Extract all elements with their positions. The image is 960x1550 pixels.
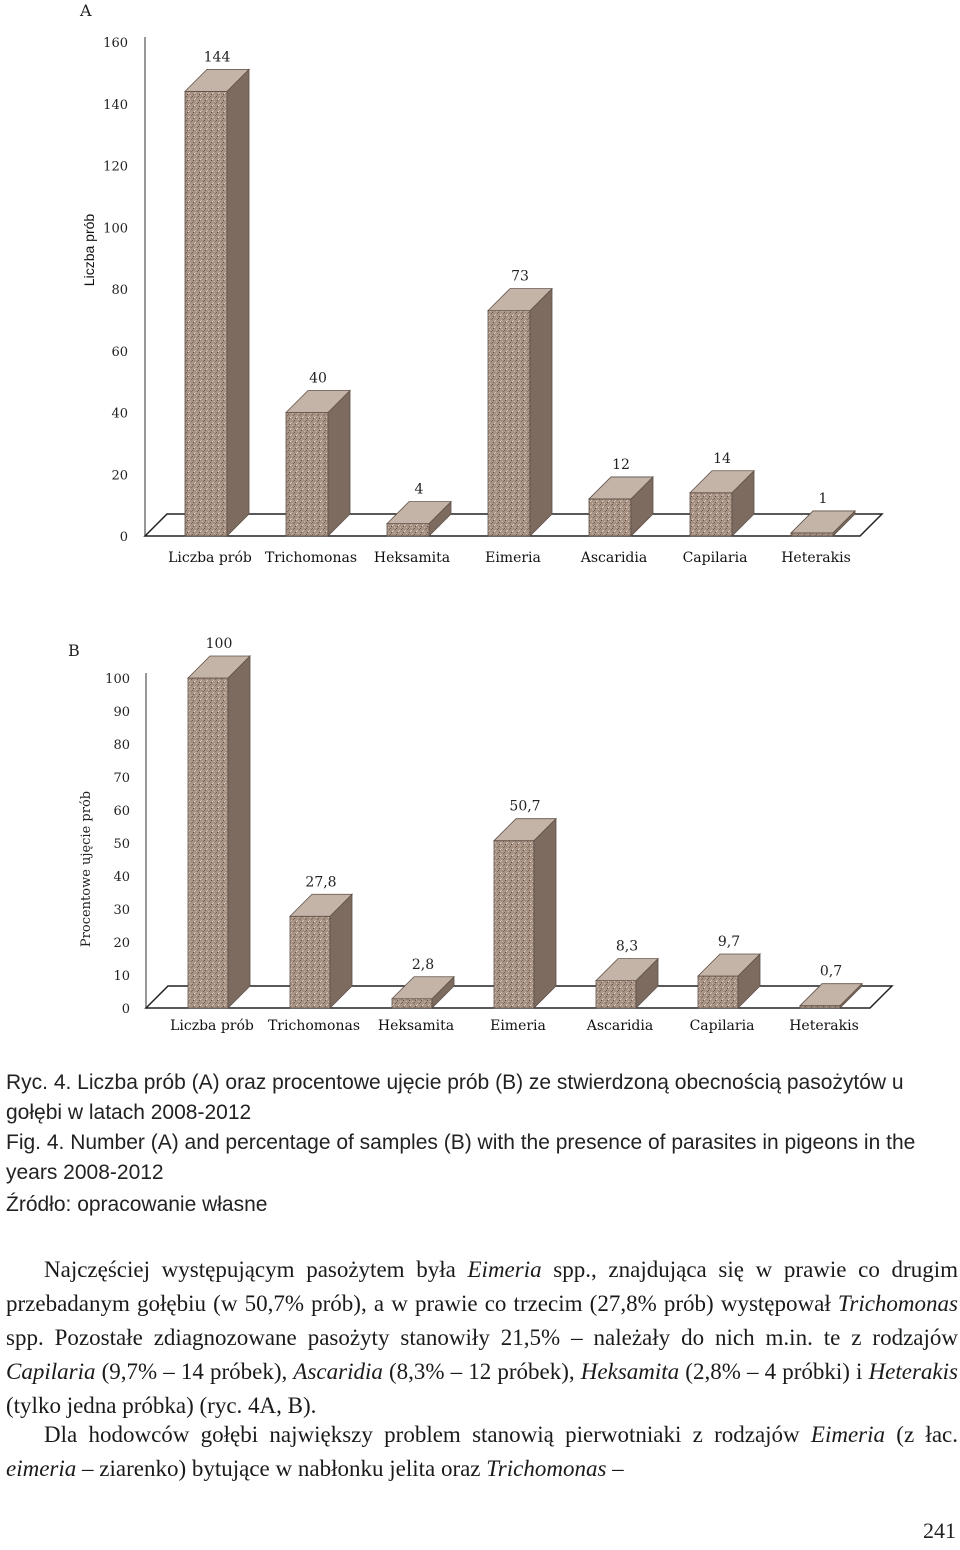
b-value-label: 2,8: [411, 956, 435, 973]
b-category-label: Eimeria: [490, 1018, 546, 1034]
a-category-label: Heksamita: [373, 550, 451, 566]
p1-run-10: (2,8% – 4 próbki) i: [679, 1359, 869, 1384]
b-bar-front: [494, 841, 534, 1008]
a-bar-front: [690, 493, 732, 536]
body-paragraph-1: [6, 1253, 958, 1423]
a-value-label: 40: [309, 370, 327, 387]
a-y-tick: 20: [111, 468, 128, 484]
p2-run-2: (z łac.: [885, 1422, 958, 1447]
a-category-label: Eimeria: [485, 550, 541, 566]
a-bar-front: [185, 91, 227, 536]
a-bar-front: [286, 413, 328, 537]
b-category-label: Liczba prób: [170, 1018, 254, 1034]
b-bar-side: [534, 819, 556, 1008]
b-bar-front: [698, 976, 738, 1008]
b-y-tick: 90: [113, 705, 130, 720]
b-y-tick: 30: [113, 903, 130, 918]
b-y-tick: 20: [113, 936, 130, 951]
caption-polish: Ryc. 4. Liczba prób (A) oraz procentowe ujęcie prób (B) ze stwierdzoną obecnością pasożytów u gołębi w latach 2008-2012: [6, 1071, 904, 1124]
b-bar-front: [392, 999, 432, 1008]
p1-run-12: (tylko jedna próbka) (ryc. 4A, B).: [6, 1393, 317, 1418]
p2-run-1: Eimeria: [810, 1422, 886, 1447]
a-bar-front: [589, 499, 631, 536]
a-y-tick: 100: [103, 221, 128, 237]
a-y-tick: 120: [103, 159, 128, 175]
b-value-label: 0,7: [819, 963, 843, 980]
p1-run-2: spp., znajdująca się w prawie co drugim przebadanym gołębiu (w 50,7% prób), a w prawie co trzecim (27,8% prób) występował: [6, 1257, 958, 1316]
p1-run-9: Heksamita: [580, 1359, 680, 1384]
p2-run-5: Trichomonas: [486, 1456, 607, 1481]
body-paragraph-2: [6, 1418, 958, 1486]
b-y-tick: 50: [113, 837, 130, 852]
panel-label-a: A: [80, 1, 92, 20]
p1-run-11: Heterakis: [868, 1359, 958, 1384]
chart-b: [0, 630, 960, 1050]
a-value-label: 73: [511, 268, 529, 285]
a-bar-front: [387, 524, 429, 536]
a-category-label: Trichomonas: [264, 550, 358, 566]
a-bar-front: [791, 533, 833, 536]
b-y-tick: 100: [105, 672, 130, 687]
a-value-label: 4: [414, 481, 424, 498]
a-bar-side: [530, 289, 552, 536]
chart-a: [0, 0, 960, 600]
b-category-label: Trichomonas: [267, 1018, 361, 1034]
figure-caption: [6, 1068, 958, 1188]
a-y-tick: 60: [111, 344, 128, 360]
b-category-label: Ascaridia: [586, 1018, 654, 1034]
b-y-tick: 10: [113, 969, 130, 984]
b-y-tick: 40: [113, 870, 130, 885]
p1-run-5: Capilaria: [6, 1359, 96, 1384]
y-axis-label-b: Procentowe ujęcie prób: [79, 790, 94, 948]
p1-run-7: Ascaridia: [293, 1359, 383, 1384]
b-value-label: 27,8: [305, 874, 337, 891]
p1-run-0: Najczęściej występującym pasożytem była: [44, 1257, 468, 1282]
a-value-label: 14: [713, 450, 731, 467]
p2-run-3: eimeria: [6, 1456, 77, 1481]
a-category-label: Liczba prób: [168, 550, 252, 566]
a-y-tick: 80: [111, 283, 128, 298]
b-y-tick: 0: [121, 1002, 130, 1017]
b-y-tick: 60: [113, 804, 130, 819]
a-y-tick: 0: [119, 530, 128, 545]
b-category-label: Heterakis: [789, 1018, 859, 1034]
y-axis-label-a: Liczba prób: [81, 213, 97, 287]
p1-run-1: Eimeria: [467, 1257, 542, 1282]
b-value-label: 50,7: [509, 798, 541, 815]
a-value-label: 1: [818, 490, 828, 507]
p2-run-6: –: [606, 1456, 624, 1481]
page-number: 241: [923, 1518, 956, 1543]
a-y-tick: 40: [111, 406, 128, 422]
b-bar-front: [188, 678, 228, 1008]
b-category-label: Capilaria: [689, 1018, 755, 1034]
b-bar-side: [228, 656, 250, 1008]
b-bar-front: [290, 916, 330, 1008]
p1-run-3: Trichomonas: [837, 1291, 958, 1316]
b-y-tick: 70: [113, 771, 130, 786]
a-bar-side: [328, 391, 350, 537]
figure-source: Źródło: opracowanie własne: [6, 1193, 268, 1216]
a-value-label: 12: [612, 456, 630, 473]
b-value-label: 100: [205, 636, 233, 652]
b-value-label: 9,7: [717, 933, 741, 950]
p2-run-0: Dla hodowców gołębi największy problem stanowią pierwotniaki z rodzajów: [44, 1422, 811, 1447]
p1-run-6: (9,7% – 14 próbek),: [95, 1359, 294, 1384]
a-bar-side: [227, 69, 249, 536]
a-y-tick: 140: [103, 97, 128, 113]
p1-run-4: spp. Pozostałe zdiagnozowane pasożyty stanowiły 21,5% – należały do nich m.in. te z rodzajów: [6, 1325, 958, 1350]
panel-label-b: B: [68, 641, 80, 660]
p2-run-4: – ziarenko) bytujące w nabłonku jelita oraz: [76, 1456, 487, 1481]
a-bar-front: [488, 311, 530, 536]
b-bar-front: [596, 981, 636, 1008]
a-y-tick: 160: [103, 36, 128, 51]
a-category-label: Capilaria: [682, 550, 748, 566]
b-value-label: 8,3: [615, 938, 639, 955]
p1-run-8: (8,3% – 12 próbek),: [382, 1359, 581, 1384]
a-category-label: Ascaridia: [580, 550, 648, 566]
b-y-tick: 80: [113, 738, 130, 753]
a-category-label: Heterakis: [781, 550, 851, 566]
a-value-label: 144: [203, 49, 231, 66]
b-category-label: Heksamita: [377, 1018, 455, 1034]
caption-english: Fig. 4. Number (A) and percentage of samples (B) with the presence of parasites in pigeons in the years 2008-2012: [6, 1131, 916, 1184]
